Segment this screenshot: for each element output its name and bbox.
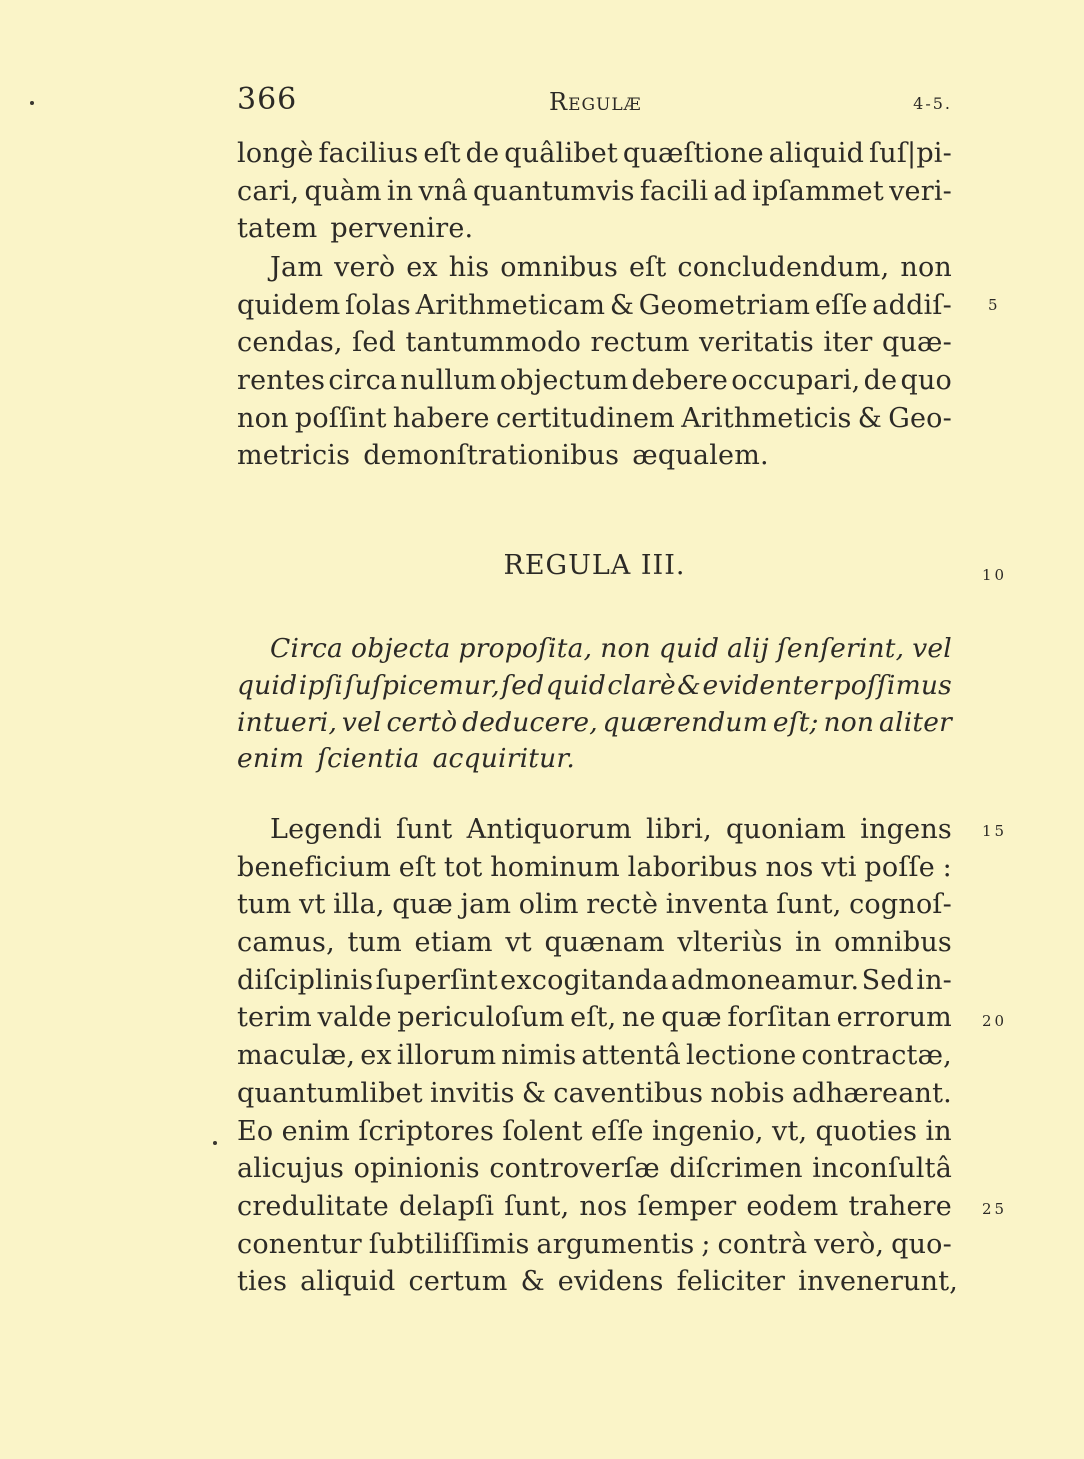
word: ſed [352, 327, 397, 359]
word: quæſtione [622, 138, 764, 169]
word: feliciter [676, 1266, 786, 1298]
word: vel [341, 706, 382, 738]
word: objectum [499, 365, 629, 397]
word: attentâ [581, 1040, 681, 1072]
text-line [237, 1188, 952, 1226]
word: quàm [304, 175, 382, 207]
word: ſed [501, 669, 545, 701]
word: nimis [501, 1040, 577, 1072]
word: tum [237, 889, 292, 921]
text-line [237, 924, 952, 962]
word: olim [518, 889, 579, 921]
word: Sed [861, 964, 914, 996]
word: quænam [544, 927, 665, 959]
word: Eo [237, 1115, 274, 1147]
page-number: 366 [237, 82, 298, 117]
page-header [237, 82, 952, 122]
margin-line-number: 5 [988, 296, 1001, 314]
word: & [857, 402, 883, 434]
word: illa, [333, 889, 385, 921]
word: trahere [848, 1190, 952, 1222]
word: illorum [396, 1040, 497, 1072]
text-line [237, 1113, 952, 1151]
word: errorum [836, 1002, 952, 1034]
word: vel [912, 633, 952, 664]
word: enim [237, 743, 305, 775]
word: rectè [586, 889, 659, 921]
word: quæ [661, 1002, 722, 1034]
word: facilius [318, 138, 419, 169]
word: ties [237, 1266, 288, 1298]
text-line [237, 811, 952, 849]
word: alij [727, 633, 769, 664]
word: in [925, 1115, 952, 1147]
word: maculæ, [237, 1040, 356, 1072]
word: cognoſ- [849, 889, 952, 921]
word: in [386, 175, 414, 207]
word: nos [579, 1190, 628, 1222]
word: Geometriam [638, 289, 811, 321]
word: contrà [717, 1228, 808, 1260]
word: Arithmeticis [681, 402, 852, 434]
word: omnibus [500, 252, 619, 283]
word: periculoſum [397, 1002, 565, 1034]
word: tot [443, 851, 483, 883]
word: eſſe [590, 1115, 644, 1147]
word: Antiquorum [466, 814, 632, 845]
text-line [237, 741, 952, 778]
word: pervenire. [330, 213, 474, 245]
word: lectione [685, 1040, 797, 1072]
paragraph-1 [237, 135, 952, 248]
word: inventa [665, 889, 769, 921]
word: valde [317, 1002, 392, 1034]
word: cari, [237, 175, 300, 207]
text-line [237, 1263, 959, 1301]
word: ſuperſint [375, 964, 498, 996]
word: ſuſpicemur, [344, 669, 500, 701]
word: vt [299, 889, 326, 921]
word: ipſammet [752, 175, 884, 207]
word: & [677, 669, 702, 701]
word: æqualem. [632, 440, 769, 472]
word: & [609, 289, 635, 321]
word: quo- [891, 1228, 952, 1260]
margin-line-number: 25 [982, 1200, 1008, 1218]
word: Jam [270, 252, 324, 283]
word: nos [765, 851, 814, 883]
word: veritatis [699, 327, 814, 359]
word: verò, [814, 1228, 885, 1260]
word: quærendum [602, 706, 768, 738]
word: quidem [237, 289, 341, 321]
word: forſitan [727, 1002, 832, 1034]
word: concludendum, [677, 252, 890, 283]
word: aliter [879, 706, 952, 738]
word: tatem [237, 213, 318, 245]
running-title: Regulæ [549, 88, 642, 116]
word: tum [347, 927, 402, 959]
word: cendas, [237, 327, 343, 359]
word: ex [406, 252, 438, 283]
word: verò [334, 252, 396, 283]
word: quid [545, 669, 607, 701]
word: ſubtiliſſimis [368, 1228, 530, 1260]
word: ipſi [298, 669, 344, 701]
word: quantumlibet [237, 1077, 423, 1109]
word: credulitate [237, 1190, 389, 1222]
word: deducere, [462, 706, 598, 738]
word: ſunt, [776, 889, 842, 921]
word: camus, [237, 927, 335, 959]
word: addiſ- [872, 289, 952, 321]
word: intueri, [237, 706, 338, 738]
word: quæ- [881, 327, 952, 359]
word: hominum [490, 851, 620, 883]
word: & [521, 1077, 547, 1109]
word: etiam [414, 927, 493, 959]
word: poſſint [294, 402, 387, 434]
word: nullum [400, 365, 497, 397]
word: ad [713, 175, 748, 207]
text-line [237, 173, 952, 211]
word: adhæreant. [791, 1077, 952, 1109]
word: ſolas [345, 289, 411, 321]
word: conentur [237, 1228, 362, 1260]
word: facili [639, 175, 709, 207]
word: vt [505, 927, 532, 959]
word: ſenſerint, [776, 633, 905, 664]
text-line [237, 362, 952, 400]
word: eſt [398, 851, 437, 883]
word: eſſe [814, 289, 868, 321]
text-line [237, 849, 952, 887]
text-line [237, 668, 952, 705]
word: vt, [771, 1115, 808, 1147]
word: longè [237, 138, 314, 169]
text-line [237, 705, 952, 742]
text-line [237, 1226, 952, 1264]
word: invitis [430, 1077, 515, 1109]
word: libri, [645, 814, 712, 845]
margin-dot-mark [213, 1141, 217, 1145]
text-line [237, 400, 952, 438]
word: in [795, 927, 822, 959]
word: ; [701, 1228, 711, 1260]
word: argumentis [536, 1228, 695, 1260]
word: certò [386, 706, 458, 738]
word: clarè [607, 669, 676, 701]
paragraph-3 [237, 811, 959, 1301]
word: his [448, 252, 490, 283]
rule-heading: REGULA III. [503, 550, 686, 581]
word: eſt, [570, 1002, 617, 1034]
word: non [823, 706, 875, 738]
word: Geo- [888, 402, 952, 434]
text-line [237, 210, 952, 248]
word: quæ [392, 889, 453, 921]
word: eſt [629, 252, 667, 283]
word: ingens [860, 814, 952, 845]
word: ne [621, 1002, 656, 1034]
word: eodem [746, 1190, 839, 1222]
word: alicujus [237, 1153, 345, 1185]
word: de [465, 138, 500, 169]
word: metricis [237, 440, 351, 472]
word: diſcrimen [669, 1153, 803, 1185]
word: inconſultâ [812, 1153, 952, 1185]
word: certitudinem [495, 402, 675, 434]
word: : [942, 851, 952, 883]
word: non [600, 633, 651, 664]
text-line [237, 886, 952, 924]
word: non [237, 402, 289, 434]
word: evidenter [702, 669, 833, 701]
word: eſt [423, 138, 461, 169]
word: vlteriùs [677, 927, 783, 959]
word: jam [460, 889, 512, 921]
word: propoſita, [458, 633, 593, 664]
word: ſcriptores [358, 1115, 495, 1147]
text-line [237, 962, 952, 1000]
word: & [520, 1266, 545, 1298]
text-line [237, 135, 952, 173]
word: opinionis [353, 1153, 480, 1185]
word: terim [237, 1002, 312, 1034]
word: acquiritur. [432, 743, 575, 775]
word: debere [631, 365, 729, 397]
word: omnibus [834, 927, 952, 959]
text-line [237, 324, 952, 362]
text-line [237, 1037, 952, 1075]
word: quâlibet [504, 138, 618, 169]
word: poſſimus [833, 669, 952, 701]
word: quoties [815, 1115, 918, 1147]
text-line [237, 1075, 952, 1113]
word: laboribus [627, 851, 758, 883]
word: ſuſ|pi- [869, 138, 952, 169]
word: aliquid [300, 1266, 396, 1298]
word: iter [823, 327, 873, 359]
word: objecta [351, 633, 451, 664]
word: Circa [270, 633, 344, 664]
word: admoneamur. [670, 964, 860, 996]
word: vti [821, 851, 857, 883]
word: ſunt, [504, 1190, 570, 1222]
word: ſcientia [317, 743, 420, 775]
rule-statement [237, 631, 952, 778]
word: rectum [590, 327, 690, 359]
word: vnâ [418, 175, 468, 207]
text-line [237, 287, 952, 325]
margin-line-number: 10 [982, 566, 1008, 584]
text-line [237, 999, 952, 1037]
word: non [900, 252, 952, 283]
word: ſolent [502, 1115, 583, 1147]
word: certum [408, 1266, 508, 1298]
word: delapſi [398, 1190, 495, 1222]
word: Legendi [270, 814, 382, 845]
word: contractæ, [801, 1040, 952, 1072]
word: invenerunt, [798, 1266, 959, 1298]
word: habere [392, 402, 490, 434]
word: in- [916, 964, 952, 996]
word: aliquid [768, 138, 865, 169]
word: quo [900, 365, 952, 397]
word: evidens [557, 1266, 664, 1298]
margin-line-number: 20 [982, 1012, 1008, 1030]
word: quid [237, 669, 298, 701]
word: ingenio, [651, 1115, 764, 1147]
word: diſciplinis [237, 964, 374, 996]
section-reference: 4-5. [913, 94, 952, 113]
paragraph-2 [237, 249, 952, 475]
text-line [237, 249, 952, 287]
word: Arithmeticam [415, 289, 606, 321]
word: enim [281, 1115, 351, 1147]
word: ſunt [396, 814, 453, 845]
word: tantummodo [405, 327, 582, 359]
word: poſſe [864, 851, 935, 883]
word: quoniam [726, 814, 847, 845]
word: quantumvis [472, 175, 635, 207]
word: quid [658, 633, 720, 664]
text-line [237, 1150, 952, 1188]
word: occupari, [731, 365, 861, 397]
word: controverſæ [489, 1153, 660, 1185]
word: nobis [710, 1077, 785, 1109]
word: beneficium [237, 851, 392, 883]
word: rentes [237, 365, 326, 397]
word: veri- [889, 175, 952, 207]
word: circa [328, 365, 398, 397]
word: demonſtrationibus [363, 440, 620, 472]
word: caventibus [553, 1077, 704, 1109]
margin-line-number: 15 [982, 822, 1008, 840]
text-line [237, 437, 952, 475]
word: ex [360, 1040, 392, 1072]
word: eſt; [772, 706, 819, 738]
word: excogitanda [500, 964, 669, 996]
text-line [237, 631, 952, 668]
margin-dot-mark [30, 101, 34, 105]
word: ſemper [637, 1190, 737, 1222]
word: de [863, 365, 898, 397]
